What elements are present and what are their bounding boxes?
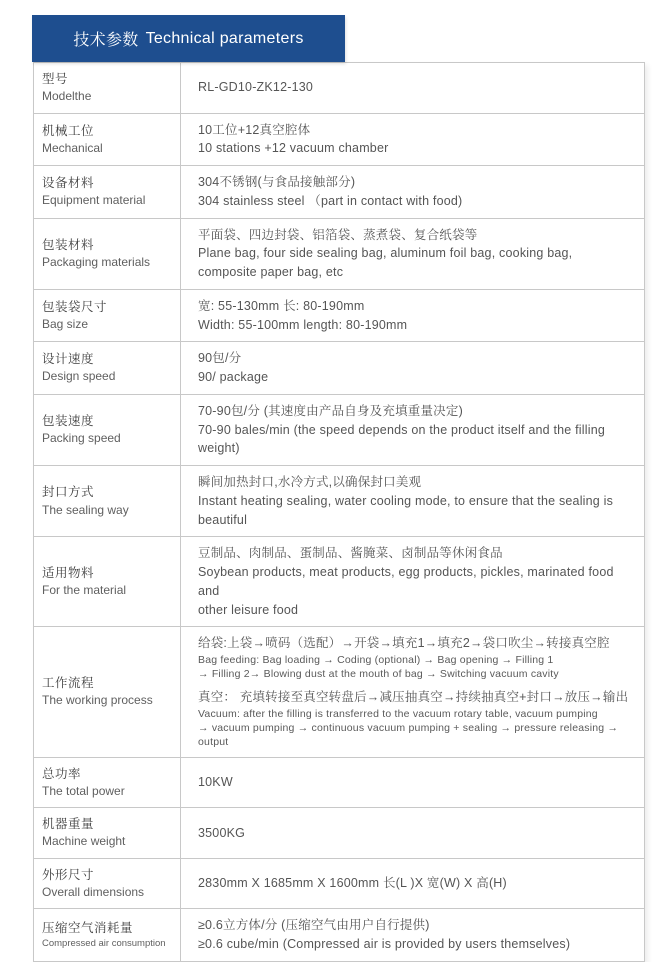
value-line: 10 stations +12 vacuum chamber (198, 141, 389, 156)
row-label-cell (34, 218, 181, 289)
table-row (34, 289, 645, 342)
value-line: Soybean products, meat products, egg products, pickles, marinated food and (198, 565, 614, 598)
row-label-cell (34, 63, 181, 114)
row-label-en: For the material (42, 583, 127, 598)
table-row (34, 537, 645, 627)
row-label-en: The sealing way (42, 502, 129, 517)
page-title-zh: 技术参数 (73, 32, 139, 49)
row-label-zh: 封口方式 (42, 485, 95, 500)
table-row (34, 858, 645, 909)
value-line: Plane bag, four side sealing bag, aluminum foil bag, cooking bag, (198, 246, 573, 261)
value-line: 给袋:上袋→喷码（选配）→开袋→填充1→填充2→袋口吹尘→转接真空腔 (198, 636, 610, 651)
parameters-table (33, 62, 645, 962)
row-label-en: Packaging materials (42, 255, 151, 269)
row-label-cell (34, 289, 181, 342)
row-label-cell (34, 166, 181, 219)
row-label-zh: 压缩空气消耗量 (42, 920, 134, 935)
row-label-zh: 总功率 (42, 766, 82, 781)
row-value-cell (181, 466, 645, 537)
value-line: 70-90包/分 (其速度由产品自身及充填重量决定) (198, 403, 463, 418)
table-row (34, 394, 645, 465)
row-label-zh: 机械工位 (42, 123, 95, 138)
table-row (34, 627, 645, 757)
row-label-zh: 包装材料 (42, 237, 95, 252)
value-line: 宽: 55-130mm 长: 80-190mm (198, 298, 365, 313)
value-line: 平面袋、四边封袋、铝箔袋、蒸煮袋、复合纸袋等 (198, 227, 478, 242)
value-line: 真空： 充填转接至真空转盘后→减压抽真空→持续抽真空+封口→放压→输出 (198, 690, 629, 705)
value-line: Instant heating sealing, water cooling mode, to ensure that the sealing is beautiful (198, 493, 614, 527)
table-row (34, 808, 645, 859)
value-line: 90包/分 (198, 351, 242, 366)
row-value-cell (181, 858, 645, 909)
table-row (34, 909, 645, 962)
row-label-zh: 机器重量 (42, 817, 95, 832)
row-label-en: Compressed air consumption (42, 938, 166, 950)
value-line: 10KW (198, 775, 233, 789)
row-value-cell (181, 909, 645, 962)
table-row (34, 466, 645, 537)
value-line: 2830mm X 1685mm X 1600mm 长(L )X 宽(W) X 高(H) (198, 876, 507, 891)
row-label-en: Bag size (42, 316, 89, 331)
row-label-cell (34, 342, 181, 395)
row-value-cell (181, 289, 645, 342)
row-label-en: The total power (42, 783, 125, 798)
row-label-zh: 设计速度 (42, 352, 95, 367)
row-value-cell (181, 113, 645, 166)
value-line: Width: 55-100mm length: 80-190mm (198, 317, 408, 332)
row-label-zh: 工作流程 (42, 676, 95, 691)
row-value-cell (181, 537, 645, 627)
row-label-en: Modelthe (42, 89, 92, 104)
row-label-zh: 型号 (42, 72, 69, 86)
row-value-cell (181, 342, 645, 395)
value-line: ≥0.6立方体/分 (压缩空气由用户自行提供) (198, 918, 430, 933)
value-line: 90/ package (198, 370, 269, 385)
row-label-en: Machine weight (42, 834, 126, 849)
row-label-zh: 包装速度 (42, 414, 95, 429)
row-label-cell (34, 627, 181, 757)
parameters-table-body (34, 63, 645, 962)
row-label-en: Mechanical (42, 140, 103, 155)
row-label-zh: 设备材料 (42, 176, 95, 190)
row-label-en: Packing speed (42, 431, 121, 446)
row-value-cell (181, 394, 645, 465)
table-row (34, 757, 645, 808)
value-line: 瞬间加热封口,水冷方式,以确保封口美观 (198, 475, 422, 490)
row-label-cell (34, 909, 181, 962)
value-line: 10工位+12真空腔体 (198, 122, 311, 137)
row-label-en: Overall dimensions (42, 884, 145, 899)
value-line: Vacuum: after the filling is transferred to the vacuum rotary table, vacuum pumping (198, 708, 598, 721)
row-value-cell (181, 757, 645, 808)
table-row (34, 63, 645, 114)
row-value-cell (181, 627, 645, 757)
value-line: Bag feeding: Bag loading → Coding (optional) → Bag opening → Filling 1 (198, 654, 554, 667)
value-line: 3500KG (198, 825, 246, 840)
parameters-table-grid (33, 62, 645, 962)
row-label-zh: 外形尺寸 (42, 867, 95, 882)
value-line: 304不锈钢(与食品接触部分) (198, 175, 356, 190)
row-value-cell (181, 166, 645, 219)
row-value-cell (181, 63, 645, 114)
row-label-en: Design speed (42, 369, 116, 384)
value-line: composite paper bag, etc (198, 265, 344, 280)
value-line: other leisure food (198, 602, 299, 617)
table-row (34, 218, 645, 289)
row-value-cell (181, 218, 645, 289)
value-line: 304 stainless steel （part in contact with food) (198, 193, 463, 208)
row-label-cell (34, 757, 181, 808)
value-line: 70-90 bales/min (the speed depends on the product itself and the filling weight) (198, 422, 606, 456)
table-row (34, 166, 645, 219)
row-label-en: The working process (42, 693, 153, 708)
row-label-cell (34, 466, 181, 537)
row-label-cell (34, 808, 181, 859)
row-label-cell (34, 394, 181, 465)
value-line: 豆制品、肉制品、蛋制品、酱腌菜、卤制品等休闲食品 (198, 546, 503, 561)
table-row (34, 342, 645, 395)
value-line: ≥0.6 cube/min (Compressed air is provided by users themselves) (198, 936, 571, 951)
header-banner (32, 15, 345, 62)
value-line: RL-GD10-ZK12-130 (198, 80, 314, 95)
row-label-cell (34, 858, 181, 909)
row-label-cell (34, 537, 181, 627)
row-label-zh: 包装袋尺寸 (42, 299, 108, 314)
table-row (34, 113, 645, 166)
row-label-cell (34, 113, 181, 166)
row-label-en: Equipment material (42, 193, 146, 208)
row-value-cell (181, 808, 645, 859)
value-line: → vacuum pumping → continuous vacuum pumping + sealing → pressure releasing → output (198, 722, 619, 749)
value-line: → Filling 2→ Blowing dust at the mouth of bag → Switching vacuum cavity (198, 668, 559, 681)
row-label-zh: 适用物料 (42, 566, 95, 580)
page-title-en: Technical parameters (145, 29, 304, 47)
